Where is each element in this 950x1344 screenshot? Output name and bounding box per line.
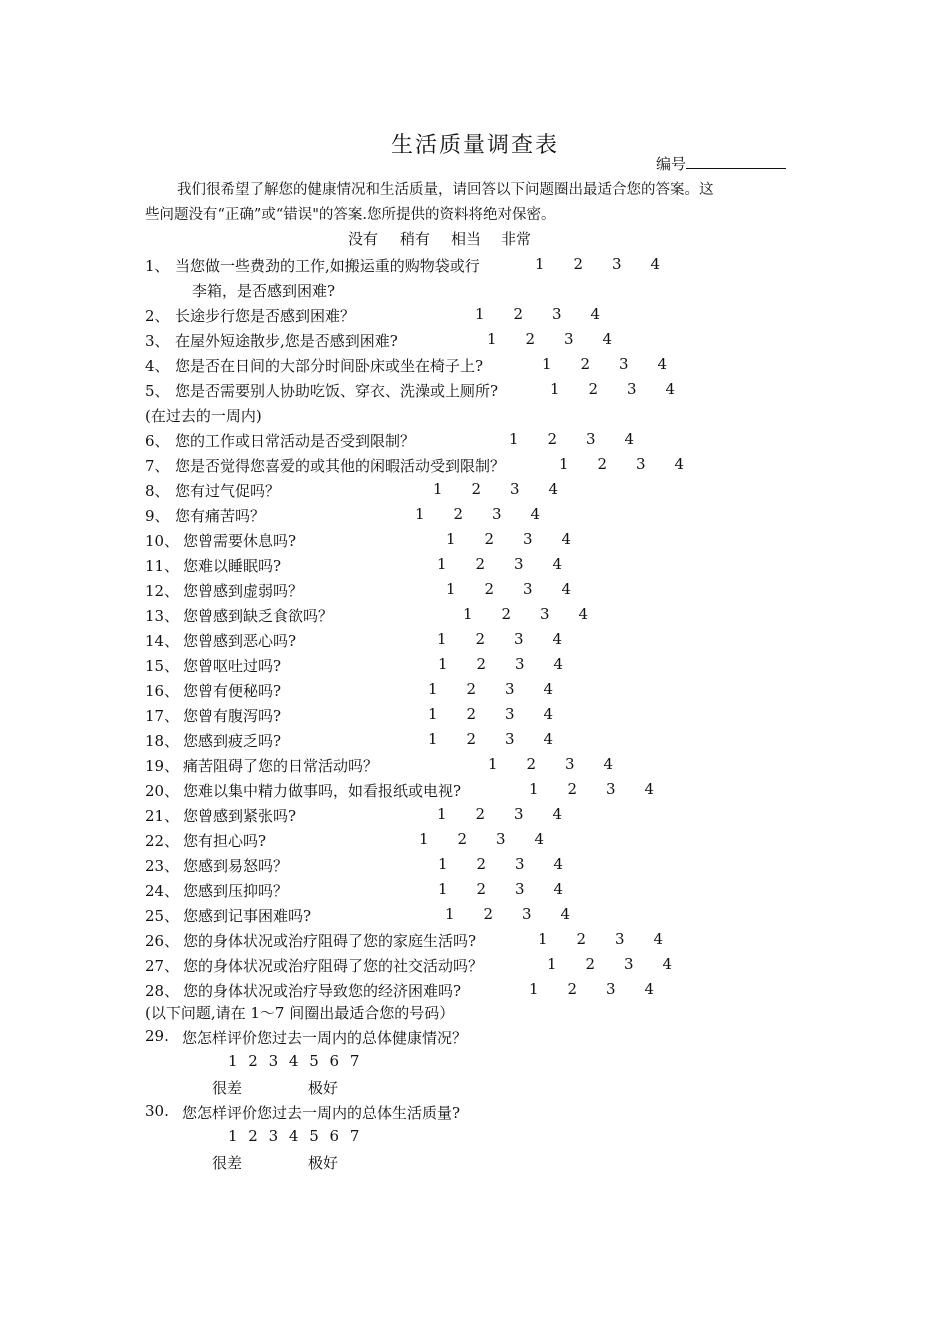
score-option-2[interactable]: 2	[466, 705, 477, 723]
question-text: 您有过气促吗？	[175, 482, 281, 500]
column-header-very: 非常	[501, 230, 532, 248]
question-number: 28、	[145, 982, 180, 1000]
intro-line-2: 些问题没有“正确”或“错误"的答案.您所提供的资料将绝对保密。	[145, 207, 556, 223]
score-option-1[interactable]: 1	[550, 380, 560, 398]
score-option-1[interactable]: 1	[542, 355, 552, 373]
score-option-2[interactable]: 2	[466, 730, 477, 748]
score-option-3[interactable]: 3	[492, 505, 502, 523]
score-option-1[interactable]: 1	[437, 805, 447, 823]
score-option-2[interactable]: 2	[475, 630, 486, 648]
score-option-3[interactable]: 3	[619, 355, 629, 373]
question-number: 2、	[145, 307, 170, 325]
question-text: 您感到记事困难吗?	[183, 907, 312, 925]
score-option-1[interactable]: 1	[547, 955, 557, 973]
question-number: 20、	[145, 782, 180, 800]
question-number: 10、	[145, 532, 180, 550]
column-header-none: 没有	[348, 230, 379, 248]
rating-scale-30[interactable]: 1 2 3 4 5 6 7	[228, 1127, 363, 1145]
score-option-1[interactable]: 1	[428, 730, 438, 748]
anchor-low-29: 很差	[212, 1079, 243, 1097]
score-option-2[interactable]: 2	[597, 455, 608, 473]
score-option-4[interactable]: 4	[552, 805, 563, 823]
score-option-1[interactable]: 1	[535, 255, 545, 273]
question-text: 您是否觉得您喜爱的或其他的闲暇活动受到限制？	[175, 457, 506, 475]
page-title: 生活质量调查表	[390, 133, 559, 158]
question-number: 25、	[145, 907, 180, 925]
score-option-3[interactable]: 3	[627, 380, 637, 398]
score-option-2[interactable]: 2	[483, 905, 494, 923]
question-number: 19、	[145, 757, 180, 775]
question-text: 您的工作或日常活动是否受到限制？	[175, 432, 416, 450]
question-number: 6、	[145, 432, 170, 450]
score-option-1[interactable]: 1	[488, 755, 498, 773]
question-number: 5、	[145, 382, 170, 400]
score-option-4[interactable]: 4	[553, 655, 564, 673]
score-option-2[interactable]: 2	[576, 930, 587, 948]
score-option-3[interactable]: 3	[515, 855, 525, 873]
question-text: 您是否在日间的大部分时间卧床或坐在椅子上?	[175, 357, 484, 375]
score-option-2[interactable]: 2	[457, 830, 468, 848]
score-option-1[interactable]: 1	[415, 505, 425, 523]
question-text-continued: 李箱，是否感到困难?	[192, 282, 336, 300]
score-option-2[interactable]: 2	[484, 580, 495, 598]
anchor-low-30: 很差	[212, 1154, 243, 1172]
score-option-3[interactable]: 3	[523, 530, 533, 548]
score-option-2[interactable]: 2	[513, 305, 524, 323]
question-number: 3、	[145, 332, 170, 350]
score-option-1[interactable]: 1	[445, 905, 455, 923]
score-option-3[interactable]: 3	[564, 330, 574, 348]
score-option-4[interactable]: 4	[590, 305, 601, 323]
question-number: 13、	[145, 607, 180, 625]
score-option-3[interactable]: 3	[606, 780, 616, 798]
score-option-3[interactable]: 3	[624, 955, 634, 973]
question-text: 痛苦阻碍了您的日常活动吗？	[183, 757, 379, 775]
score-option-4[interactable]: 4	[548, 480, 559, 498]
column-header-slight: 稍有	[400, 230, 431, 248]
score-option-1[interactable]: 1	[433, 480, 443, 498]
score-option-2[interactable]: 2	[580, 355, 591, 373]
score-option-4[interactable]: 4	[553, 880, 564, 898]
column-header-considerable: 相当	[451, 230, 482, 248]
question-text: 您感到疲乏吗?	[183, 732, 282, 750]
score-option-2[interactable]: 2	[476, 855, 487, 873]
question-number: 11、	[145, 557, 180, 575]
score-option-3[interactable]: 3	[514, 805, 524, 823]
question-number: 14、	[145, 632, 180, 650]
score-option-2[interactable]: 2	[585, 955, 596, 973]
score-option-1[interactable]: 1	[438, 655, 448, 673]
score-option-2[interactable]: 2	[525, 330, 536, 348]
question-text: 您曾有腹泻吗?	[183, 707, 282, 725]
score-option-4[interactable]: 4	[603, 755, 614, 773]
question-text: 您怎样评价您过去一周内的总体健康情况？	[182, 1029, 468, 1047]
question-number: 23、	[145, 857, 180, 875]
question-number: 12、	[145, 582, 180, 600]
score-option-2[interactable]: 2	[588, 380, 599, 398]
score-option-3[interactable]: 3	[636, 455, 646, 473]
score-option-3[interactable]: 3	[523, 580, 533, 598]
question-number: 15、	[145, 657, 180, 675]
question-text: 您曾感到缺乏食欲吗？	[183, 607, 334, 625]
score-option-1[interactable]: 1	[559, 455, 569, 473]
score-option-4[interactable]: 4	[552, 555, 563, 573]
intro-line-1: 我们很希望了解您的健康情况和生活质量，请回答以下问题圈出最适合您的答案。这	[177, 182, 714, 198]
score-option-4[interactable]: 4	[624, 430, 635, 448]
score-option-3[interactable]: 3	[496, 830, 506, 848]
question-number: 1、	[145, 257, 170, 275]
score-option-3[interactable]: 3	[606, 980, 616, 998]
score-option-3[interactable]: 3	[505, 705, 515, 723]
question-text: 您的身体状况或治疗阻碍了您的家庭生活吗?	[183, 932, 477, 950]
score-option-3[interactable]: 3	[505, 730, 515, 748]
score-option-3[interactable]: 3	[586, 430, 596, 448]
question-number: 22、	[145, 832, 180, 850]
score-option-4[interactable]: 4	[560, 905, 571, 923]
question-number: 4、	[145, 357, 170, 375]
score-option-4[interactable]: 4	[553, 855, 564, 873]
question-number: 29.	[145, 1027, 169, 1045]
score-option-2[interactable]: 2	[475, 805, 486, 823]
score-option-1[interactable]: 1	[438, 855, 448, 873]
question-text: 您曾需要休息吗?	[183, 532, 297, 550]
score-option-2[interactable]: 2	[573, 255, 584, 273]
score-option-1[interactable]: 1	[428, 705, 438, 723]
question-text: 您怎样评价您过去一周内的总体生活质量?	[182, 1104, 461, 1122]
score-option-3[interactable]: 3	[505, 680, 515, 698]
question-text: 您曾感到虚弱吗？	[183, 582, 304, 600]
score-option-2[interactable]: 2	[476, 655, 487, 673]
question-number: 24、	[145, 882, 180, 900]
score-option-4[interactable]: 4	[578, 605, 589, 623]
score-option-3[interactable]: 3	[522, 905, 532, 923]
score-option-4[interactable]: 4	[561, 580, 572, 598]
anchor-high-30: 极好	[308, 1154, 339, 1172]
question-number: 21、	[145, 807, 180, 825]
question-text: 您的身体状况或治疗阻碍了您的社交活动吗？	[183, 957, 484, 975]
score-option-3[interactable]: 3	[510, 480, 520, 498]
score-option-1[interactable]: 1	[509, 430, 519, 448]
score-option-3[interactable]: 3	[565, 755, 575, 773]
question-text: 在屋外短途散步,您是否感到困难?	[175, 332, 398, 350]
score-option-2[interactable]: 2	[466, 680, 477, 698]
question-text: 您有担心吗?	[183, 832, 267, 850]
question-number: 9、	[145, 507, 170, 525]
score-option-4[interactable]: 4	[552, 630, 563, 648]
score-option-1[interactable]: 1	[463, 605, 473, 623]
question-number: 8、	[145, 482, 170, 500]
question-text: 您曾感到紧张吗?	[183, 807, 297, 825]
score-option-1[interactable]: 1	[487, 330, 497, 348]
question-number: 26、	[145, 932, 180, 950]
score-option-1[interactable]: 1	[446, 580, 456, 598]
serial-number-label: 编号	[656, 155, 687, 173]
score-option-3[interactable]: 3	[514, 555, 524, 573]
score-option-4[interactable]: 4	[644, 980, 655, 998]
question-number: 27、	[145, 957, 180, 975]
question-number: 7、	[145, 457, 170, 475]
score-option-1[interactable]: 1	[437, 555, 447, 573]
score-option-4[interactable]: 4	[602, 330, 613, 348]
score-option-2[interactable]: 2	[471, 480, 482, 498]
serial-number-underline	[686, 154, 786, 169]
question-text: 您曾呕吐过吗?	[183, 657, 282, 675]
score-option-4[interactable]: 4	[653, 930, 664, 948]
score-option-2[interactable]: 2	[526, 755, 537, 773]
score-option-2[interactable]: 2	[475, 555, 486, 573]
score-option-4[interactable]: 4	[543, 730, 554, 748]
score-option-2[interactable]: 2	[567, 980, 578, 998]
score-option-4[interactable]: 4	[530, 505, 541, 523]
rating-scale-29[interactable]: 1 2 3 4 5 6 7	[228, 1052, 363, 1070]
score-option-4[interactable]: 4	[674, 455, 685, 473]
score-option-2[interactable]: 2	[484, 530, 495, 548]
score-option-3[interactable]: 3	[615, 930, 625, 948]
score-option-4[interactable]: 4	[543, 705, 554, 723]
score-option-3[interactable]: 3	[552, 305, 562, 323]
score-option-3[interactable]: 3	[515, 655, 525, 673]
question-text: 您感到易怒吗？	[183, 857, 289, 875]
score-option-3[interactable]: 3	[514, 630, 524, 648]
score-option-1[interactable]: 1	[538, 930, 548, 948]
score-option-4[interactable]: 4	[650, 255, 661, 273]
section-note-past-week: (在过去的一周内)	[145, 407, 262, 425]
score-option-4[interactable]: 4	[543, 680, 554, 698]
score-option-4[interactable]: 4	[665, 380, 676, 398]
score-option-1[interactable]: 1	[437, 630, 447, 648]
score-option-1[interactable]: 1	[475, 305, 485, 323]
score-option-3[interactable]: 3	[515, 880, 525, 898]
score-option-4[interactable]: 4	[561, 530, 572, 548]
serial-number-field[interactable]	[656, 153, 786, 174]
score-option-2[interactable]: 2	[453, 505, 464, 523]
question-number: 18、	[145, 732, 180, 750]
anchor-high-29: 极好	[308, 1079, 339, 1097]
question-text: 您的身体状况或治疗导致您的经济困难吗?	[183, 982, 462, 1000]
score-option-2[interactable]: 2	[567, 780, 578, 798]
question-text: 您曾感到恶心吗?	[183, 632, 297, 650]
question-number: 16、	[145, 682, 180, 700]
question-text: 您有痛苦吗？	[175, 507, 266, 525]
score-option-1[interactable]: 1	[438, 880, 448, 898]
score-option-1[interactable]: 1	[419, 830, 429, 848]
score-option-2[interactable]: 2	[501, 605, 512, 623]
section-note-1-7: (以下问题,请在 1～7 间圈出最适合您的号码）	[145, 1004, 455, 1022]
score-option-2[interactable]: 2	[547, 430, 558, 448]
score-option-4[interactable]: 4	[662, 955, 673, 973]
score-option-2[interactable]: 2	[476, 880, 487, 898]
score-option-4[interactable]: 4	[657, 355, 668, 373]
score-option-4[interactable]: 4	[644, 780, 655, 798]
score-option-3[interactable]: 3	[540, 605, 550, 623]
score-option-1[interactable]: 1	[446, 530, 456, 548]
score-option-1[interactable]: 1	[428, 680, 438, 698]
question-text: 您感到压抑吗？	[183, 882, 289, 900]
question-text: 长途步行您是否感到困难？	[175, 307, 356, 325]
question-number: 17、	[145, 707, 180, 725]
score-option-1[interactable]: 1	[529, 980, 539, 998]
question-text: 您难以睡眠吗?	[183, 557, 282, 575]
question-text: 当您做一些费劲的工作,如搬运重的购物袋或行	[175, 257, 480, 275]
question-text: 您曾有便秘吗?	[183, 682, 282, 700]
score-option-1[interactable]: 1	[529, 780, 539, 798]
question-text: 您是否需要别人协助吃饭、穿衣、洗澡或上厕所?	[175, 382, 499, 400]
score-option-3[interactable]: 3	[612, 255, 622, 273]
question-number: 30.	[145, 1102, 169, 1120]
score-option-4[interactable]: 4	[534, 830, 545, 848]
question-text: 您难以集中精力做事吗，如看报纸或电视?	[183, 782, 462, 800]
